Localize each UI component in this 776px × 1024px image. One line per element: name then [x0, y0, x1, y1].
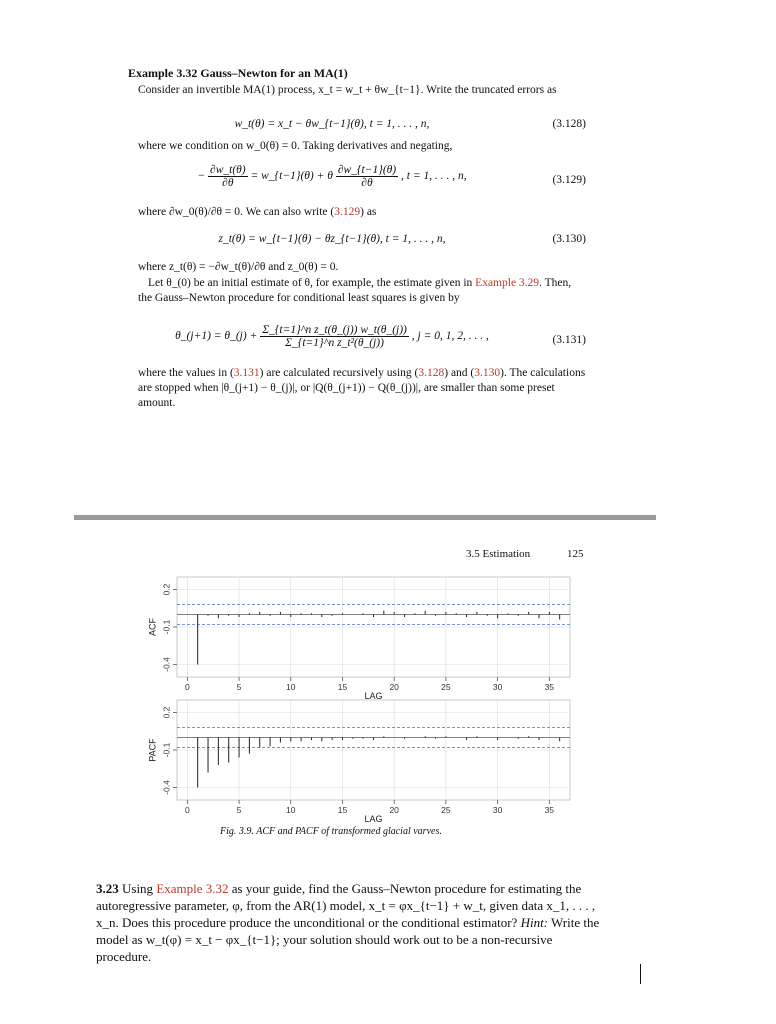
example-title: Example 3.32 Gauss–Newton for an MA(1): [128, 66, 348, 80]
stopping-criterion-text: where the values in (3.131) are calculated recursively using (3.128) and (3.130). The calculations are stopped when |θ_(j+1) − θ_(j)|, or |Q(θ_(j+1)) − Q(θ_(j))|, are smaller than some preset amount.: [138, 367, 586, 409]
x-tick-label: 15: [337, 805, 348, 815]
example-3-29-link[interactable]: Example 3.29: [475, 277, 540, 289]
x-tick-label: 0: [184, 682, 190, 692]
x-tick-label: 25: [441, 682, 451, 692]
y-tick-label: 0.2: [161, 583, 172, 596]
page-number: 125: [567, 548, 584, 560]
equation-3-128: w_t(θ) = x_t − θw_{t−1}(θ), t = 1, . . . , n, (3.128): [234, 118, 586, 130]
problem-3-23: 3.23 Using Example 3.32 as your guide, find the Gauss–Newton procedure for estimating the autoregressive parameter, φ, from the AR(1) model, x_t = φx_{t−1} + w_t, given data x_1, . . . , x_n. Does this procedure produce the unconditional or the conditional estimator? Hint: Write the model as w_t(φ) = x_t − φx_{t−1}; your solution should work out to be a non-recursive procedure.: [96, 881, 600, 964]
where-derivative-text: where ∂w_0(θ)/∂θ = 0. We can also write (3.129) as: [138, 206, 377, 218]
x-tick-label: 35: [544, 682, 555, 692]
example-intro: Consider an invertible MA(1) process, x_t = w_t + θw_{t−1}. Write the truncated errors as: [138, 84, 557, 96]
y-tick-label: -0.4: [161, 780, 172, 795]
acf-chart: [147, 577, 570, 701]
figure-caption: Fig. 3.9. ACF and PACF of transformed glacial varves.: [220, 826, 442, 837]
example-3-32-link[interactable]: Example 3.32: [156, 881, 229, 896]
acf-pacf-figure: [140, 572, 580, 822]
equation-3-131: θ_(j+1) = θ_(j) + $\frac{\text{Σ\_\{t=1\}\textasciicircum{}n z\_t(θ\_(j)) w\_t(θ\_(j))}}{\text{Σ\_\{t=1\}\textasciicircum{}n z\_t²(θ\_(j))}}$ , j = 0, 1, 2, . . . , (3.131): [175, 324, 586, 349]
x-tick-label: 20: [389, 682, 399, 692]
x-tick-label: 30: [492, 682, 503, 692]
x-axis-label: LAG: [364, 691, 383, 701]
text-cursor: [640, 964, 641, 984]
condition-text: where we condition on w_0(θ) = 0. Taking derivatives and negating,: [138, 140, 453, 152]
running-head: 3.5 Estimation: [466, 548, 531, 560]
y-tick-label: -0.4: [161, 657, 172, 672]
y-tick-label: -0.1: [161, 619, 172, 635]
x-tick-label: 10: [286, 682, 296, 692]
pacf-chart: [147, 700, 570, 822]
equation-3-129: − $\frac{\partial w\_t(\theta)}{\partial\theta}$ = w_{t−1}(θ) + θ $\frac{\partial w\_\{t-1\}(\theta)}{\partial\theta}$ , t = 1, . . . , n, (3.129): [197, 164, 586, 189]
y-tick-label: 0.2: [161, 706, 172, 719]
x-tick-label: 10: [286, 805, 296, 815]
eq-link-3-131[interactable]: 3.131: [233, 367, 260, 379]
x-tick-label: 5: [236, 805, 242, 815]
x-tick-label: 35: [544, 805, 555, 815]
y-axis-label: ACF: [147, 618, 158, 636]
x-axis-label: LAG: [364, 814, 383, 822]
x-tick-label: 5: [236, 682, 242, 692]
eq-link-3-130[interactable]: 3.130: [474, 367, 501, 379]
x-tick-label: 20: [389, 805, 399, 815]
initial-estimate-text: Let θ_(0) be an initial estimate of θ, for example, the estimate given in Example 3.29. Then, the Gauss–Newton procedure for conditional least squares is given by: [138, 277, 572, 304]
problem-number: 3.23: [96, 881, 119, 896]
x-tick-label: 15: [337, 682, 348, 692]
x-tick-label: 0: [184, 805, 190, 815]
y-tick-label: -0.1: [161, 742, 172, 758]
page-separator: [74, 515, 656, 520]
hint-label: Hint:: [520, 915, 549, 930]
equation-3-130: z_t(θ) = w_{t−1}(θ) − θz_{t−1}(θ), t = 1, . . . , n, (3.130): [218, 233, 586, 245]
x-tick-label: 25: [441, 805, 451, 815]
eq-link-3-129[interactable]: 3.129: [334, 206, 361, 218]
y-axis-label: PACF: [147, 738, 158, 762]
z-definition: where z_t(θ) = −∂w_t(θ)/∂θ and z_0(θ) = 0.: [138, 261, 339, 273]
eq-link-3-128[interactable]: 3.128: [418, 367, 445, 379]
x-tick-label: 30: [492, 805, 503, 815]
